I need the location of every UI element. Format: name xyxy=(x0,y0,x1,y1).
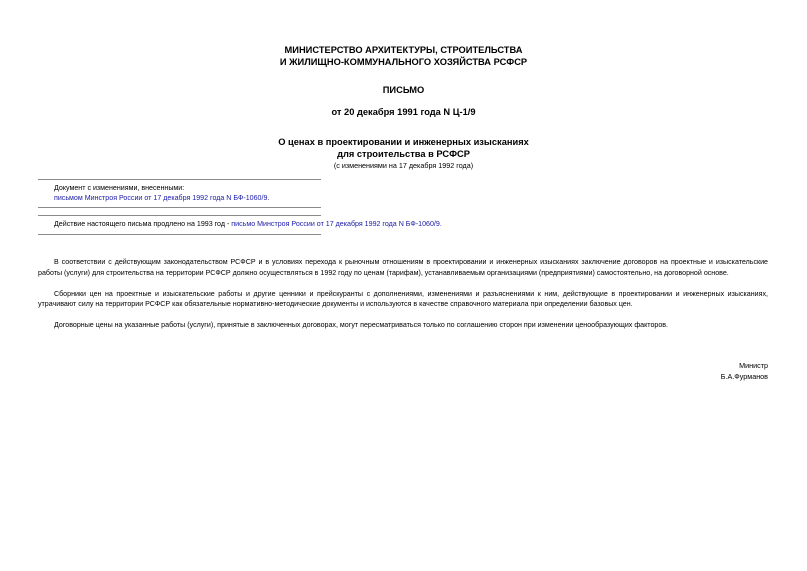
extension-link[interactable]: письмо Минстроя России от 17 декабря 1992 года N БФ-1060/9. xyxy=(231,220,442,228)
letter-body xyxy=(38,257,768,341)
divider-middle-2 xyxy=(38,215,321,216)
signatory-name: Б.А.Фурманов xyxy=(720,371,768,381)
extension-text: Действие настоящего письма продлено на 1993 год - xyxy=(54,220,232,228)
document-title-line1: О ценах в проектировании и инженерных изысканиях xyxy=(278,137,529,147)
signatory-position: Министр xyxy=(739,361,768,370)
changes-note xyxy=(54,193,269,203)
divider-bottom xyxy=(38,234,321,235)
ministry-name-line2: И ЖИЛИЩНО-КОММУНАЛЬНОГО ХОЗЯЙСТВА РСФСР xyxy=(279,57,528,67)
signature-block xyxy=(721,361,768,382)
divider-middle-1 xyxy=(38,207,321,208)
extension-note xyxy=(54,219,442,229)
ministry-name-line1: МИНИСТЕРСТВО АРХИТЕКТУРЫ, СТРОИТЕЛЬСТВА xyxy=(284,45,523,55)
document-header xyxy=(0,44,807,160)
revision-subtitle: (с изменениями на 17 декабря 1992 года) xyxy=(333,161,474,170)
body-paragraph-3: Договорные цены на указанные работы (услуги), принятые в заключенных договорах, могут пересматриваться только по соглашению сторон при изменении ценообразующих факторов. xyxy=(54,321,669,329)
divider-top xyxy=(38,179,321,180)
changes-link[interactable]: письмом Минстроя России от 17 декабря 1992 года N БФ-1060/9. xyxy=(54,194,270,202)
body-paragraph-2: Сборники цен на проектные и изыскательские работы и другие ценники и прейскуранты с дополнениями, изменениями и разъяснениями к ним, действующие в проектировании и инженерных изысканиях, утрачивают силу на территории РСФСР как обязательные нормативно-методические документы и используются в качестве справочного материала при определении базовых цен. xyxy=(38,289,768,308)
document-type: ПИСЬМО xyxy=(382,85,425,95)
document-date-number: от 20 декабря 1991 года N Ц-1/9 xyxy=(331,107,476,117)
body-paragraph-1: В соответствии с действующим законодательством РСФСР и в условиях перехода к рыночным отношениям в проектировании и инженерных изысканиях заключение договоров на проектные и изыскательские работы (услуги) для строительства на территории РСФСР должно осуществляться в 1992 году по ценам (тарифам), устанавливаемым организациями (предприятиями) самостоятельно, на договорной основе. xyxy=(38,258,768,277)
changes-note-label: Документ с изменениями, внесенными: xyxy=(54,184,185,192)
document-title-line2: для строительства в РСФСР xyxy=(337,149,470,159)
